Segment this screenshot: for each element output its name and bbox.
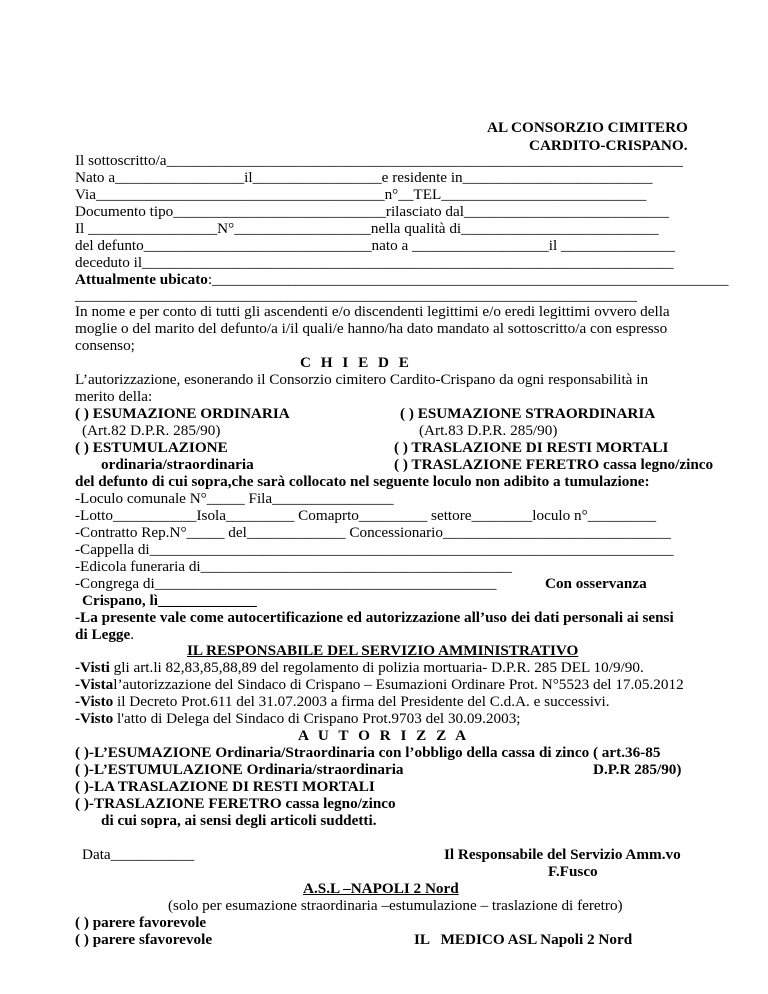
autorizza-esumazione-line[interactable]: ( )-L’ESUMAZIONE Ordinaria/Straordinaria con l’obbligo della cassa di zinco ( art.36-85 [75,744,661,761]
signature-date-field: Data___________ [82,846,195,863]
preamble-line-2: moglie o del marito del defunto/a i/il quali/e hanno/ha dato mandato al sottoscritto/a con espresso [75,320,668,337]
autorizza-estumulazione-line[interactable]: ( )-L’ESTUMULAZIONE Ordinaria/straordinaria [75,761,404,778]
asl-medico-signature: IL MEDICO ASL Napoli 2 Nord [414,931,633,948]
cappella-line: -Cappella di_____________________________________________________________________ [75,541,674,558]
addressee-line-2: CARDITO-CRISPANO. [529,137,688,154]
autorizza-traslazione-feretro-line[interactable]: ( )-TRASLAZIONE FERETRO cassa legno/zinco [75,795,396,812]
asl-parere-favorevole[interactable]: ( ) parere favorevole [75,914,207,931]
loculo-comunale-line: -Loculo comunale N°_____ Fila________________ [75,490,394,507]
place-date-line: Crispano, lì_____________ [82,592,257,609]
autorizza-heading: A U T O R I Z Z A [298,727,470,744]
option-traslazione-resti[interactable]: ( ) TRASLAZIONE DI RESTI MORTALI [394,439,669,456]
asl-heading: A.S.L –NAPOLI 2 Nord [303,880,459,897]
estumulazione-subtitle: ordinaria/straordinaria [101,456,254,473]
visti-line-3: -Visto il Decreto Prot.611 del 31.07.2003 a firma del Presidente del C.d.A. e successivi. [75,693,610,710]
observance-text: Con osservanza [545,575,647,592]
asl-parere-sfavorevole[interactable]: ( ) parere sfavorevole [75,931,213,948]
option-traslazione-feretro[interactable]: ( ) TRASLAZIONE FERETRO cassa legno/zinco [394,456,714,473]
esumazione-straordinaria-reference: (Art.83 D.P.R. 285/90) [419,422,558,439]
applicant-line-address: Via______________________________________n°__TEL___________________________ [75,186,647,203]
option-estumulazione[interactable]: ( ) ESTUMULAZIONE [75,439,228,456]
congrega-line: -Congrega di_____________________________________________ [75,575,497,592]
applicant-line-birth: Nato a_________________il_________________e residente in_________________________ [75,169,653,186]
addressee-line-1: AL CONSORZIO CIMITERO [487,119,688,136]
preamble-line-1: In nome e per conto di tutti gli ascendenti e/o discendenti legittimi e/o eredi legittimi ovvero della [75,303,670,320]
deceased-line-death: deceduto il______________________________________________________________________ [75,254,674,271]
applicant-line-document: Documento tipo____________________________rilasciato dal___________________________ [75,203,669,220]
applicant-line-issued: Il _________________N°__________________nella qualità di__________________________ [75,220,659,237]
asl-note: (solo per esumazione straordinaria –estumulazione – traslazione di feretro) [168,897,623,914]
current-location-fill: :____________________________________________________________________ [207,271,729,288]
deceased-line-birth: del defunto______________________________nato a __________________il _______________ [75,237,675,254]
chiede-intro-line-1: L’autorizzazione, esonerando il Consorzio cimitero Cardito-Crispano da ogni responsabilità in [75,371,649,388]
privacy-line-2: di Legge. [75,626,135,643]
blank-fill-line: __________________________________________________________________________ [75,287,637,304]
privacy-line-1: -La presente vale come autocertificazione ed autorizzazione all’uso dei dati personali ai sensi [75,609,674,626]
responsabile-heading: IL RESPONSABILE DEL SERVIZIO AMMINISTRATIVO [187,642,579,659]
current-location-label: Attualmente ubicato [75,271,208,288]
autorizza-dpr-reference: D.P.R 285/90) [593,761,682,778]
contratto-line: -Contratto Rep.N°_____ del_____________ Concessionario______________________________ [75,524,671,541]
chiede-heading: C H I E D E [300,354,412,371]
applicant-line-name: Il sottoscritto/a____________________________________________________________________ [75,152,683,169]
destination-statement: del defunto di cui sopra,che sarà collocato nel seguente loculo non adibito a tumulazione: [75,473,650,490]
current-location-line [75,271,729,288]
option-esumazione-ordinaria[interactable]: ( ) ESUMAZIONE ORDINARIA [75,405,290,422]
signature-role: Il Responsabile del Servizio Amm.vo [444,846,681,863]
visti-line-1: -Visti gli art.li 82,83,85,88,89 del regolamento di polizia mortuaria- D.P.R. 285 DEL 10/9/90. [75,659,644,676]
lotto-line: -Lotto___________Isola_________ Comaprto_________ settore________loculo n°_________ [75,507,657,524]
preamble-line-3: consenso; [75,337,135,354]
autorizza-closing-line: di cui sopra, ai sensi degli articoli suddetti. [101,812,377,829]
option-esumazione-straordinaria[interactable]: ( ) ESUMAZIONE STRAORDINARIA [400,405,656,422]
visti-line-4: -Visto l'atto di Delega del Sindaco di Crispano Prot.9703 del 30.09.2003; [75,710,521,727]
visti-line-2: -Vistal’autorizzazione del Sindaco di Crispano – Esumazioni Ordinare Prot. N°5523 del 17.05.2012 [75,676,684,693]
autorizza-traslazione-resti-line[interactable]: ( )-LA TRASLAZIONE DI RESTI MORTALI [75,778,375,795]
esumazione-ordinaria-reference: (Art.82 D.P.R. 285/90) [82,422,221,439]
chiede-intro-line-2: merito della: [75,388,153,405]
signature-name: F.Fusco [548,863,598,880]
edicola-line: -Edicola funeraria di_________________________________________ [75,558,512,575]
